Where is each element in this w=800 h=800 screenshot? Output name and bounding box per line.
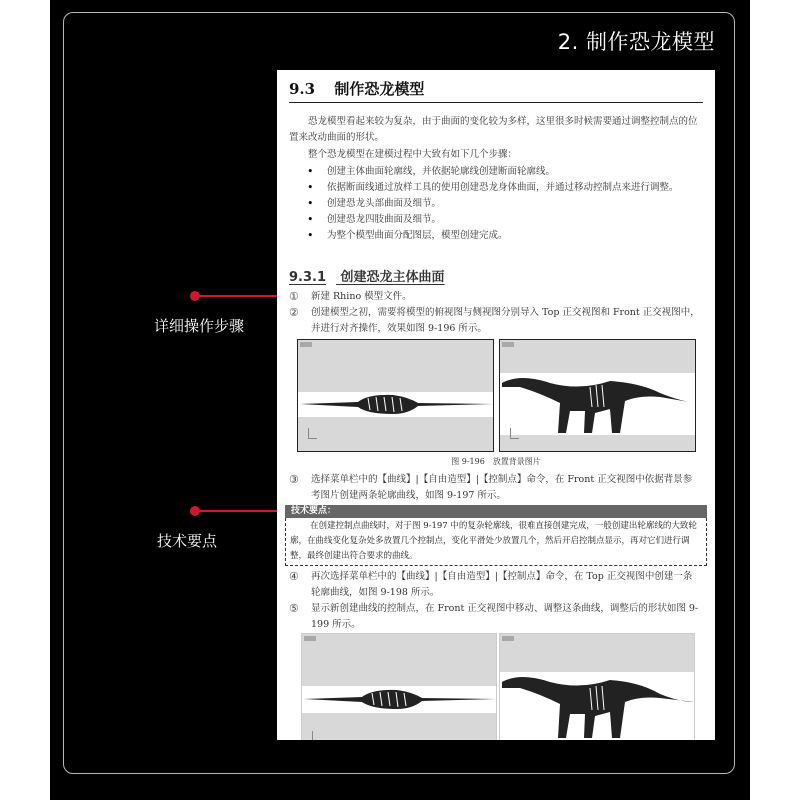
axis-indicator [308, 428, 317, 439]
list-item: • 创建恐龙四肢曲面及细节。 [307, 212, 701, 228]
step-text: 创建模型之初，需要将模型的俯视图与侧视图分别导入 Top 正交视图和 Front 正交视图中，并进行对齐操作，效果如图 9-196 所示。 [311, 307, 700, 334]
step-marker: ① [289, 290, 299, 303]
list-item: • 为整个模型曲面分配图层，模型创建完成。 [307, 228, 701, 244]
section-title: 2. 制作恐龙模型 [557, 30, 715, 54]
step-1 [289, 289, 701, 305]
viewport-top-image-2 [301, 633, 497, 740]
viewport-label-top [304, 636, 316, 641]
step-text: 再次选择菜单栏中的【曲线】|【自由造型】|【控制点】命令，在 Top 正交视图中创建一条轮廓曲线，如图 9-198 所示。 [311, 571, 693, 598]
viewport-top-image [297, 339, 494, 452]
list-item: • 创建恐龙头部曲面及细节。 [307, 196, 701, 212]
list-item: • 创建主体曲面轮廓线，并依据轮廓线创建断面轮廓线。 [307, 164, 701, 180]
viewport-label-top [300, 342, 312, 347]
chapter-title: 制作恐龙模型 [334, 80, 425, 98]
viewport-label-front [502, 636, 514, 641]
tip-body: 在创建控制点曲线时，对于图 9-197 中的复杂轮廓线，很难直接创建完成，一般创建出轮廓线的大致轮廓，在曲线变化复杂处多放置几个控制点，变化平滑处少放置几个，然后开启控制点显示，再对它们进行调整，最终创建出符合要求的曲线。 [285, 518, 707, 566]
book-page [277, 70, 715, 740]
chapter-heading [289, 78, 424, 99]
dinosaur-side-view-icon [500, 373, 696, 435]
step-text: 显示新创建曲线的控制点，在 Front 正交视图中移动、调整这条曲线，调整后的形状如图 9-199 所示。 [311, 603, 699, 630]
step-marker: ④ [289, 570, 299, 583]
viewport-front-image-2 [499, 633, 695, 740]
step-5 [289, 601, 701, 633]
step-marker: ⑤ [289, 602, 299, 615]
step-text: 新建 Rhino 模型文件。 [311, 291, 412, 302]
viewport-label-front [502, 342, 514, 347]
callout-line-tips [198, 510, 288, 512]
heading-rule [289, 102, 703, 103]
tip-header: 技术要点： [285, 505, 707, 518]
axis-indicator [510, 428, 519, 439]
intro-paragraph: 恐龙模型看起来较为复杂，由于曲面的变化较为多样，这里很多时候需要通过调整控制点的位置来改动曲面的形状。 [289, 116, 698, 143]
callout-label-steps: 详细操作步骤 [154, 317, 245, 335]
step-marker: ③ [289, 473, 299, 486]
figure-caption: 图 9-196 放置背景图片 [451, 457, 541, 466]
dinosaur-side-view-icon [500, 672, 695, 740]
step-4 [289, 569, 701, 601]
chapter-number: 9.3 [289, 80, 316, 98]
subsection-title: 创建恐龙主体曲面 [340, 270, 445, 285]
subsection-heading [289, 266, 445, 285]
list-item: • 依据断面线通过放样工具的使用创建恐龙身体曲面，并通过移动控制点来进行调整。 [307, 180, 701, 196]
step-text: 选择菜单栏中的【曲线】|【自由造型】|【控制点】命令，在 Front 正交视图中依据背景参考图片创建两条轮廓曲线，如图 9-197 所示。 [311, 474, 693, 501]
step-2 [289, 305, 701, 337]
dinosaur-top-view-icon [302, 686, 497, 713]
step-3 [289, 472, 701, 504]
axis-indicator [312, 731, 321, 740]
viewport-front-image [499, 339, 696, 452]
subsection-number: 9.3.1 [289, 270, 327, 285]
callout-label-tips: 技术要点 [157, 532, 218, 550]
step-marker: ② [289, 306, 299, 319]
dinosaur-top-view-icon [298, 392, 494, 417]
intro-steps-lead: 整个恐龙模型在建模过程中大致有如下几个步骤： [308, 149, 518, 160]
steps-overview-list [307, 164, 701, 244]
